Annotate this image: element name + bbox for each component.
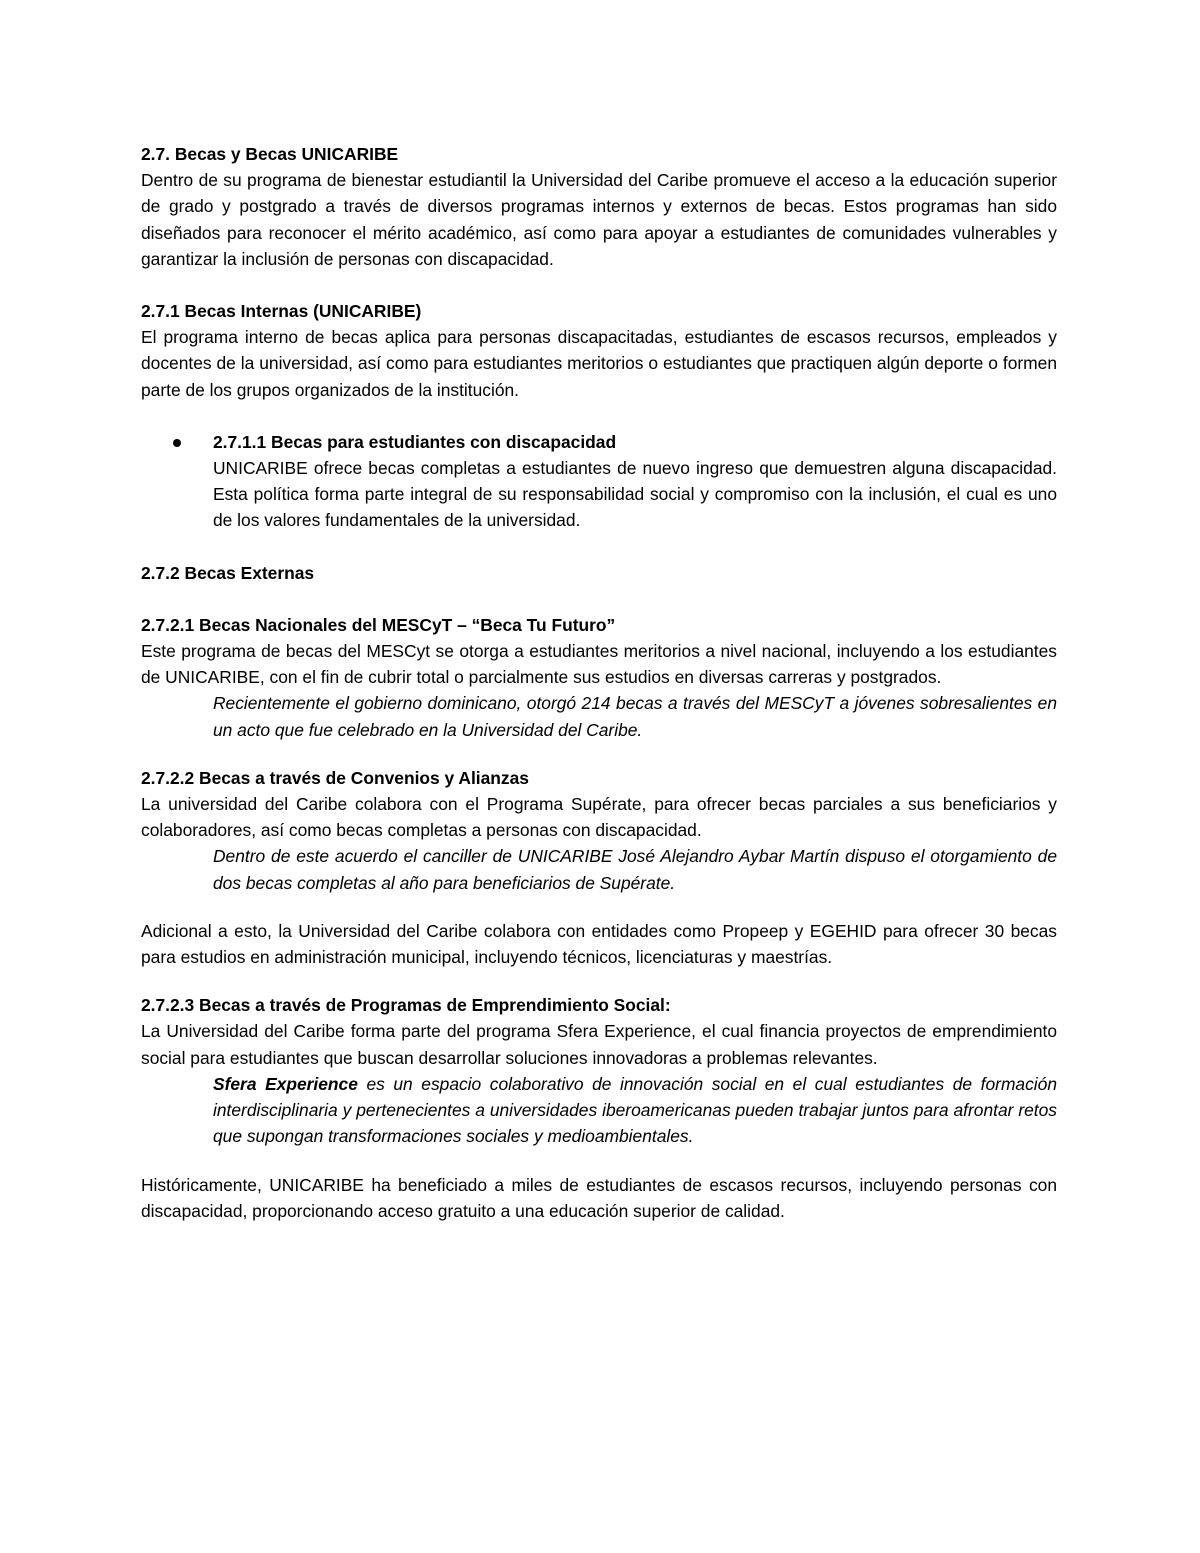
heading-2-7-2-1: 2.7.2.1 Becas Nacionales del MESCyT – “Beca Tu Futuro”	[141, 614, 616, 635]
paragraph-2-7-2-3: La Universidad del Caribe forma parte del programa Sfera Experience, el cual financia proyectos de emprendimiento social para estudiantes que buscan desarrollar soluciones innovadoras a problemas relevantes.	[141, 1021, 1057, 1068]
document-page	[141, 141, 1057, 1224]
quote-2-7-2-3	[213, 1071, 1057, 1150]
heading-2-7-2-2: 2.7.2.2 Becas a través de Convenios y Alianzas	[141, 767, 529, 788]
heading-2-7-2-3: 2.7.2.3 Becas a través de Programas de Emprendimiento Social:	[141, 995, 671, 1016]
paragraph-2-7-2-2: La universidad del Caribe colabora con el Programa Supérate, para ofrecer becas parciales a sus beneficiarios y colaboradores, así como becas completas a personas con discapacidad.	[141, 794, 1057, 841]
heading-2-7-1: 2.7.1 Becas Internas (UNICARIBE)	[141, 301, 422, 322]
paragraph-2-7: Dentro de su programa de bienestar estudiantil la Universidad del Caribe promueve el acceso a la educación superior de grado y postgrado a través de diversos programas internos y externos de becas. Estos programas han sido diseñados para reconocer el mérito académico, así como para apoyar a estudiantes de comunidades vulnerables y garantizar la inclusión de personas con discapacidad.	[141, 170, 1057, 269]
quote-strong-term: Sfera Experience	[213, 1073, 358, 1094]
heading-2-7: 2.7. Becas y Becas UNICARIBE	[141, 144, 399, 164]
heading-2-7-2: 2.7.2 Becas Externas	[141, 562, 315, 583]
quote-2-7-2-2: Dentro de este acuerdo el canciller de UNICARIBE José Alejandro Aybar Martín dispuso el otorgamiento de dos becas completas al año para beneficiarios de Supérate.	[213, 846, 1057, 893]
paragraph-closing: Históricamente, UNICARIBE ha beneficiado a miles de estudiantes de escasos recursos, incluyendo personas con discapacidad, proporcionando acceso gratuito a una educación superior de calidad.	[141, 1174, 1057, 1221]
bullet-item-2-7-1-1	[141, 429, 1057, 534]
paragraph-2-7-2-2-additional: Adicional a esto, la Universidad del Caribe colabora con entidades como Propeep y EGEHID para ofrecer 30 becas para estudios en administración municipal, incluyendo técnicos, licenciaturas y maestrías.	[141, 920, 1057, 968]
quote-rest: es un espacio colaborativo de innovación social en el cual estudiantes de formación interdisciplinaria y pertenecientes a universidades iberoamericanas pueden trabajar juntos para afrontar retos que supongan transformaciones sociales y medioambientales.	[213, 1073, 1057, 1147]
quote-2-7-2-1: Recientemente el gobierno dominicano, otorgó 214 becas a través del MESCyT a jóvenes sobresalientes en un acto que fue celebrado en la Universidad del Caribe.	[213, 693, 1057, 740]
paragraph-2-7-1-1: UNICARIBE ofrece becas completas a estudiantes de nuevo ingreso que demuestren alguna discapacidad. Esta política forma parte integral de su responsabilidad social y compromiso con la inclusión, el cual es uno de los valores fundamentales de la universidad.	[213, 458, 1057, 531]
paragraph-2-7-2-1: Este programa de becas del MESCyt se otorga a estudiantes meritorios a nivel nacional, incluyendo a los estudiantes de UNICARIBE, con el fin de cubrir total o parcialmente sus estudios en diversas carreras y postgrados.	[141, 641, 1057, 688]
paragraph-2-7-1: El programa interno de becas aplica para personas discapacitadas, estudiantes de escasos recursos, empleados y docentes de la universidad, así como para estudiantes meritorios o estudiantes que practiquen algún deporte o formen parte de los grupos organizados de la institución.	[141, 327, 1057, 400]
bullet-icon	[173, 439, 181, 447]
heading-2-7-1-1: 2.7.1.1 Becas para estudiantes con discapacidad	[213, 431, 617, 452]
